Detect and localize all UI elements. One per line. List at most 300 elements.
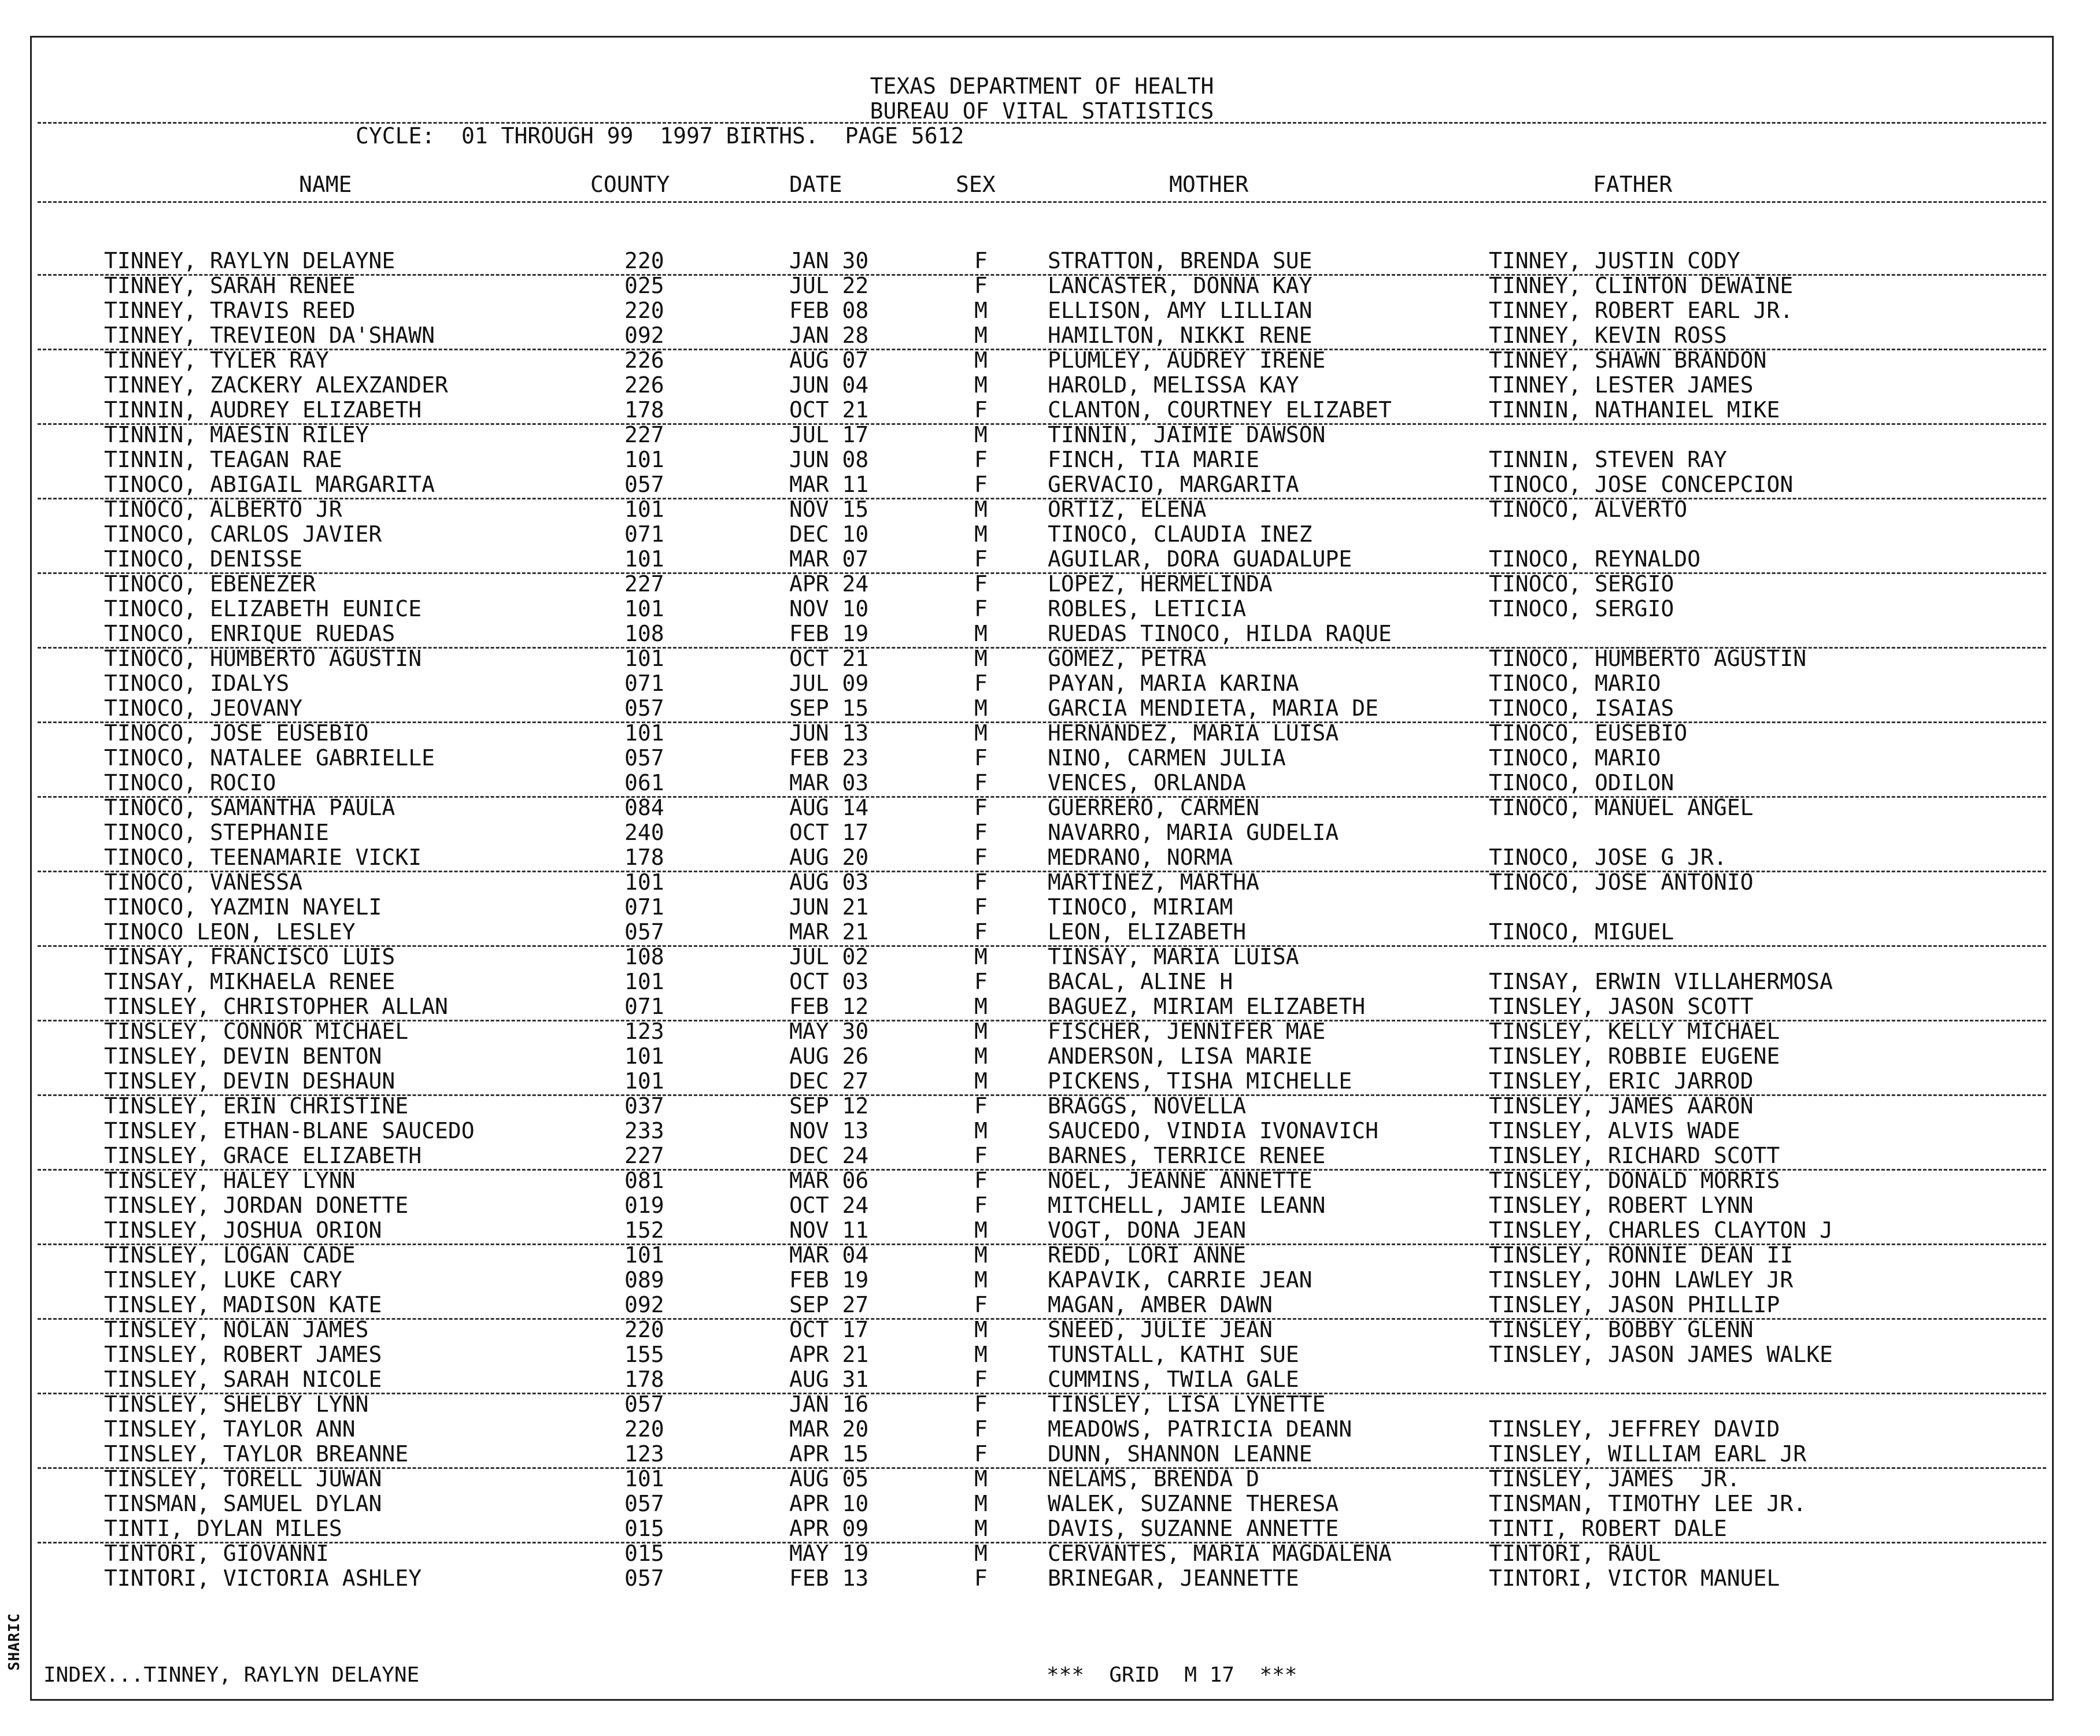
record-sex: M [974,646,988,671]
record-date: OCT 03 [789,969,869,994]
record-father: TINSLEY, JASON PHILLIP [1489,1292,1780,1317]
record-mother: BRAGGS, NOVELLA [1048,1093,1247,1119]
record-date: JUL 09 [789,671,869,696]
record-father: TINNEY, JUSTIN CODY [1489,248,1740,273]
column-header-sex: SEX [956,172,996,197]
record-date: NOV 13 [789,1118,869,1143]
record-date: NOV 15 [789,497,869,522]
table-row [32,1565,2052,1590]
record-county: 019 [624,1193,664,1218]
record-date: NOV 11 [789,1217,869,1243]
record-date: AUG 20 [789,845,869,870]
table-row [32,1516,2052,1541]
cycle-line: CYCLE: 01 THROUGH 99 1997 BIRTHS. PAGE 5612 [356,123,964,149]
record-county: 101 [624,1242,664,1268]
record-mother: BRINEGAR, JEANNETTE [1048,1565,1299,1591]
record-father: TINSLEY, JAMES JR. [1489,1466,1740,1491]
table-row [32,372,2052,397]
record-sex: F [974,397,988,423]
record-name: TINSLEY, GRACE ELIZABETH [104,1143,422,1168]
record-date: OCT 21 [789,397,869,423]
record-county: 155 [624,1342,664,1367]
record-date: MAR 11 [789,472,869,497]
record-mother: TINSLEY, LISA LYNETTE [1048,1391,1326,1417]
record-mother: MEADOWS, PATRICIA DEANN [1048,1416,1352,1442]
table-row [32,546,2052,571]
record-father: TINTORI, VICTOR MANUEL [1489,1565,1780,1591]
record-mother: BACAL, ALINE H [1048,969,1233,994]
record-name: TINOCO, ABIGAIL MARGARITA [104,472,435,497]
record-date: JUN 08 [789,447,869,472]
record-sex: M [974,497,988,522]
record-date: AUG 07 [789,347,869,373]
record-county: 220 [624,298,664,323]
record-sex: F [974,820,988,845]
record-father: TINOCO, EUSEBIO [1489,720,1688,746]
record-county: 101 [624,646,664,671]
record-county: 220 [624,1416,664,1442]
record-mother: NINO, CARMEN JULIA [1048,745,1286,771]
table-row [32,1441,2052,1466]
table-row [32,820,2052,845]
record-date: MAR 03 [789,770,869,795]
record-name: TINNIN, TEAGAN RAE [104,447,342,472]
table-row [32,869,2052,894]
record-county: 057 [624,1565,664,1591]
record-father: TINSLEY, JASON SCOTT [1489,994,1754,1019]
record-mother: GOMEZ, PETRA [1048,646,1207,671]
record-name: TINSLEY, ROBERT JAMES [104,1342,382,1367]
record-father: TINOCO, MARIO [1489,671,1661,696]
record-name: TINOCO, CARLOS JAVIER [104,521,382,547]
record-father: TINOCO, MARIO [1489,745,1661,771]
record-county: 226 [624,347,664,373]
record-name: TINOCO, STEPHANIE [104,820,329,845]
record-county: 227 [624,422,664,447]
table-row [32,944,2052,969]
record-father: TINOCO, ALVERTO [1489,497,1688,522]
table-row [32,1217,2052,1242]
record-name: TINNEY, RAYLYN DELAYNE [104,248,395,273]
table-row [32,1019,2052,1043]
record-name: TINOCO, JOSE EUSEBIO [104,720,369,746]
record-mother: GUERRERO, CARMEN [1048,795,1260,820]
record-mother: DAVIS, SUZANNE ANNETTE [1048,1516,1339,1541]
record-county: 101 [624,1466,664,1491]
record-father: TINSLEY, CHARLES CLAYTON J [1489,1217,1833,1243]
record-mother: AGUILAR, DORA GUADALUPE [1048,546,1352,572]
record-date: APR 15 [789,1441,869,1467]
table-row [32,1416,2052,1441]
table-row [32,1068,2052,1093]
record-sex: M [974,1342,988,1367]
table-row [32,323,2052,347]
record-date: AUG 03 [789,869,869,895]
record-father: TINSAY, ERWIN VILLAHERMOSA [1489,969,1833,994]
footer-grid: *** GRID M 17 *** [1047,1663,1297,1687]
record-sex: F [974,894,988,920]
record-name: TINOCO, EBENEZER [104,571,316,597]
record-mother: TINSAY, MARIA LUISA [1048,944,1299,969]
record-date: DEC 27 [789,1068,869,1094]
record-name: TINTORI, GIOVANNI [104,1541,329,1566]
record-sex: M [974,1242,988,1268]
record-county: 025 [624,273,664,298]
record-name: TINSLEY, NOLAN JAMES [104,1317,369,1342]
record-mother: MITCHELL, JAMIE LEANN [1048,1193,1326,1218]
record-date: APR 21 [789,1342,869,1367]
record-mother: TINNIN, JAIMIE DAWSON [1048,422,1326,447]
record-name: TINSLEY, TORELL JUWAN [104,1466,382,1491]
record-mother: CUMMINS, TWILA GALE [1048,1367,1299,1392]
column-header-county: COUNTY [590,172,670,197]
record-county: 178 [624,397,664,423]
record-county: 071 [624,671,664,696]
record-name: TINSLEY, TAYLOR BREANNE [104,1441,409,1467]
table-row [32,1267,2052,1292]
record-date: OCT 24 [789,1193,869,1218]
record-name: TINNEY, TYLER RAY [104,347,329,373]
record-mother: LOPEZ, HERMELINDA [1048,571,1273,597]
record-mother: GERVACIO, MARGARITA [1048,472,1299,497]
record-county: 057 [624,695,664,721]
record-sex: M [974,1043,988,1069]
record-date: OCT 17 [789,1317,869,1342]
record-date: MAY 19 [789,1541,869,1566]
record-county: 101 [624,969,664,994]
record-sex: M [974,695,988,721]
record-sex: F [974,795,988,820]
record-name: TINOCO, ELIZABETH EUNICE [104,596,422,621]
record-mother: GARCIA MENDIETA, MARIA DE [1048,695,1378,721]
record-father: TINNEY, SHAWN BRANDON [1489,347,1767,373]
record-sex: F [974,546,988,572]
record-date: APR 24 [789,571,869,597]
record-sex: M [974,994,988,1019]
table-row [32,521,2052,546]
record-father: TINSLEY, JAMES AARON [1489,1093,1754,1119]
record-county: 227 [624,1143,664,1168]
record-mother: CERVANTES, MARIA MAGDALENA [1048,1541,1392,1566]
record-mother: TUNSTALL, KATHI SUE [1048,1342,1299,1367]
record-father: TINOCO, JOSE ANTONIO [1489,869,1754,895]
record-mother: FINCH, TIA MARIE [1048,447,1260,472]
table-row [32,1466,2052,1491]
record-sex: M [974,1267,988,1293]
column-header-date: DATE [789,172,842,197]
record-county: 101 [624,1043,664,1069]
table-row [32,571,2052,596]
record-sex: F [974,1391,988,1417]
record-sex: M [974,720,988,746]
record-date: OCT 21 [789,646,869,671]
record-date: NOV 10 [789,596,869,621]
record-date: AUG 26 [789,1043,869,1069]
record-sex: F [974,745,988,771]
table-row [32,248,2052,273]
record-county: 220 [624,1317,664,1342]
record-sex: F [974,472,988,497]
record-name: TINSLEY, LUKE CARY [104,1267,342,1293]
record-date: MAR 20 [789,1416,869,1442]
record-father: TINSLEY, BOBBY GLENN [1489,1317,1754,1342]
record-mother: TINOCO, CLAUDIA INEZ [1048,521,1312,547]
record-county: 226 [624,372,664,398]
record-date: SEP 15 [789,695,869,721]
record-name: TINSLEY, CONNOR MICHAEL [104,1019,409,1044]
record-date: SEP 12 [789,1093,869,1119]
record-county: 092 [624,323,664,348]
column-header-father: FATHER [1593,172,1673,197]
record-name: TINOCO, DENISSE [104,546,303,572]
record-county: 152 [624,1217,664,1243]
record-county: 015 [624,1541,664,1566]
record-father: TINNEY, LESTER JAMES [1489,372,1754,398]
record-date: DEC 10 [789,521,869,547]
record-date: MAR 07 [789,546,869,572]
record-sex: F [974,1565,988,1591]
record-name: TINOCO, JEOVANY [104,695,303,721]
table-row [32,1541,2052,1565]
record-mother: DUNN, SHANNON LEANNE [1048,1441,1312,1467]
record-father: TINSLEY, ERIC JARROD [1489,1068,1754,1094]
record-date: JAN 16 [789,1391,869,1417]
record-father: TINTORI, RAUL [1489,1541,1661,1566]
record-father: TINOCO, JOSE G JR. [1489,845,1727,870]
record-mother: VOGT, DONA JEAN [1048,1217,1247,1243]
record-county: 101 [624,497,664,522]
record-father: TINSMAN, TIMOTHY LEE JR. [1489,1491,1807,1516]
record-father: TINSLEY, JEFFREY DAVID [1489,1416,1780,1442]
record-sex: F [974,845,988,870]
record-sex: F [974,248,988,273]
record-date: JUL 17 [789,422,869,447]
record-date: MAR 06 [789,1168,869,1193]
record-county: 123 [624,1441,664,1467]
record-county: 061 [624,770,664,795]
table-row [32,969,2052,994]
record-name: TINSLEY, SARAH NICOLE [104,1367,382,1392]
record-mother: RUEDAS TINOCO, HILDA RAQUE [1048,621,1392,646]
record-sex: F [974,596,988,621]
record-date: JUN 21 [789,894,869,920]
record-sex: F [974,671,988,696]
record-mother: HAROLD, MELISSA KAY [1048,372,1299,398]
record-name: TINSLEY, DEVIN BENTON [104,1043,382,1069]
record-mother: CLANTON, COURTNEY ELIZABET [1048,397,1392,423]
record-father: TINNIN, NATHANIEL MIKE [1489,397,1780,423]
table-row [32,497,2052,521]
record-sex: F [974,1441,988,1467]
record-mother: HERNANDEZ, MARIA LUISA [1048,720,1339,746]
record-mother: PAYAN, MARIA KARINA [1048,671,1299,696]
record-county: 084 [624,795,664,820]
table-row [32,845,2052,869]
record-county: 071 [624,994,664,1019]
record-father: TINSLEY, JASON JAMES WALKE [1489,1342,1833,1367]
record-mother: NELAMS, BRENDA D [1048,1466,1260,1491]
record-name: TINOCO, NATALEE GABRIELLE [104,745,435,771]
record-sex: M [974,323,988,348]
record-date: OCT 17 [789,820,869,845]
record-mother: MAGAN, AMBER DAWN [1048,1292,1273,1317]
record-date: FEB 13 [789,1565,869,1591]
header-divider [38,122,2046,124]
record-county: 220 [624,248,664,273]
record-county: 108 [624,621,664,646]
table-row [32,1143,2052,1168]
record-county: 057 [624,472,664,497]
table-row [32,1093,2052,1118]
record-county: 015 [624,1516,664,1541]
record-county: 123 [624,1019,664,1044]
record-mother: FISCHER, JENNIFER MAE [1048,1019,1326,1044]
record-sex: M [974,1516,988,1541]
record-name: TINSLEY, HALEY LYNN [104,1168,356,1193]
record-county: 057 [624,1391,664,1417]
table-row [32,472,2052,497]
record-mother: SAUCEDO, VINDIA IVONAVICH [1048,1118,1378,1143]
table-row [32,695,2052,720]
record-mother: LEON, ELIZABETH [1048,919,1247,945]
record-mother: LANCASTER, DONNA KAY [1048,273,1312,298]
record-name: TINSLEY, MADISON KATE [104,1292,382,1317]
record-date: JUN 13 [789,720,869,746]
table-row [32,1491,2052,1516]
record-sex: M [974,1541,988,1566]
record-name: TINSLEY, JOSHUA ORION [104,1217,382,1243]
record-sex: M [974,621,988,646]
record-name: TINSLEY, CHRISTOPHER ALLAN [104,994,448,1019]
table-row [32,596,2052,621]
record-father: TINSLEY, ROBBIE EUGENE [1489,1043,1780,1069]
record-date: MAR 21 [789,919,869,945]
record-mother: WALEK, SUZANNE THERESA [1048,1491,1339,1516]
record-date: FEB 08 [789,298,869,323]
record-county: 227 [624,571,664,597]
table-row [32,795,2052,820]
record-sex: M [974,1317,988,1342]
record-father: TINSLEY, RONNIE DEAN II [1489,1242,1794,1268]
record-father: TINNEY, KEVIN ROSS [1489,323,1727,348]
record-name: TINSAY, FRANCISCO LUIS [104,944,395,969]
record-county: 240 [624,820,664,845]
record-sex: M [974,347,988,373]
table-row [32,1391,2052,1416]
record-name: TINSLEY, SHELBY LYNN [104,1391,369,1417]
record-date: JUL 02 [789,944,869,969]
record-county: 101 [624,1068,664,1094]
record-county: 057 [624,745,664,771]
record-date: JAN 30 [789,248,869,273]
table-row [32,745,2052,770]
record-mother: PICKENS, TISHA MICHELLE [1048,1068,1352,1094]
record-father: TINOCO, ISAIAS [1489,695,1674,721]
record-county: 092 [624,1292,664,1317]
record-father: TINOCO, HUMBERTO AGUSTIN [1489,646,1807,671]
record-county: 178 [624,845,664,870]
record-county: 071 [624,521,664,547]
record-mother: BARNES, TERRICE RENEE [1048,1143,1326,1168]
record-mother: MARTINEZ, MARTHA [1048,869,1260,895]
record-county: 108 [624,944,664,969]
table-row [32,447,2052,472]
record-name: TINSLEY, ETHAN-BLANE SAUCEDO [104,1118,475,1143]
record-date: FEB 12 [789,994,869,1019]
record-sex: M [974,1491,988,1516]
record-county: 089 [624,1267,664,1293]
record-name: TINNEY, TREVIEON DA'SHAWN [104,323,435,348]
record-county: 081 [624,1168,664,1193]
table-row [32,994,2052,1019]
record-sex: M [974,944,988,969]
record-county: 101 [624,869,664,895]
document-page [30,36,2054,1701]
record-date: FEB 19 [789,621,869,646]
record-county: 057 [624,919,664,945]
record-mother: PLUMLEY, AUDREY IRENE [1048,347,1326,373]
table-row [32,621,2052,646]
table-row [32,1292,2052,1317]
record-date: APR 10 [789,1491,869,1516]
record-name: TINSLEY, ERIN CHRISTINE [104,1093,409,1119]
record-date: MAY 30 [789,1019,869,1044]
record-father: TINSLEY, KELLY MICHAEL [1489,1019,1780,1044]
record-father: TINTI, ROBERT DALE [1489,1516,1727,1541]
record-mother: VENCES, ORLANDA [1048,770,1247,795]
record-name: TINSLEY, LOGAN CADE [104,1242,356,1268]
record-sex: F [974,869,988,895]
record-father: TINSLEY, WILLIAM EARL JR [1489,1441,1807,1467]
table-row [32,347,2052,372]
record-date: MAR 04 [789,1242,869,1268]
record-sex: M [974,372,988,398]
table-row [32,1242,2052,1267]
record-sex: F [974,1143,988,1168]
record-sex: M [974,298,988,323]
record-date: DEC 24 [789,1143,869,1168]
record-date: JUN 04 [789,372,869,398]
record-name: TINOCO, TEENAMARIE VICKI [104,845,422,870]
record-name: TINOCO, ENRIQUE RUEDAS [104,621,395,646]
record-father: TINOCO, JOSE CONCEPCION [1489,472,1794,497]
record-mother: STRATTON, BRENDA SUE [1048,248,1312,273]
record-mother: ORTIZ, ELENA [1048,497,1207,522]
record-date: AUG 05 [789,1466,869,1491]
record-mother: ELLISON, AMY LILLIAN [1048,298,1312,323]
record-father: TINOCO, MIGUEL [1489,919,1674,945]
record-date: FEB 23 [789,745,869,771]
record-father: TINOCO, SERGIO [1489,571,1674,597]
table-row [32,770,2052,795]
record-father: TINOCO, REYNALDO [1489,546,1701,572]
record-father: TINSLEY, DONALD MORRIS [1489,1168,1780,1193]
table-row [32,397,2052,422]
table-row [32,298,2052,323]
table-row [32,720,2052,745]
record-date: FEB 19 [789,1267,869,1293]
record-sex: F [974,571,988,597]
record-date: JAN 28 [789,323,869,348]
table-row [32,1342,2052,1367]
record-name: TINOCO, VANESSA [104,869,303,895]
record-father: TINSLEY, ROBERT LYNN [1489,1193,1754,1218]
record-sex: F [974,919,988,945]
record-county: 233 [624,1118,664,1143]
record-date: AUG 31 [789,1367,869,1392]
record-sex: M [974,1068,988,1094]
table-row [32,646,2052,671]
